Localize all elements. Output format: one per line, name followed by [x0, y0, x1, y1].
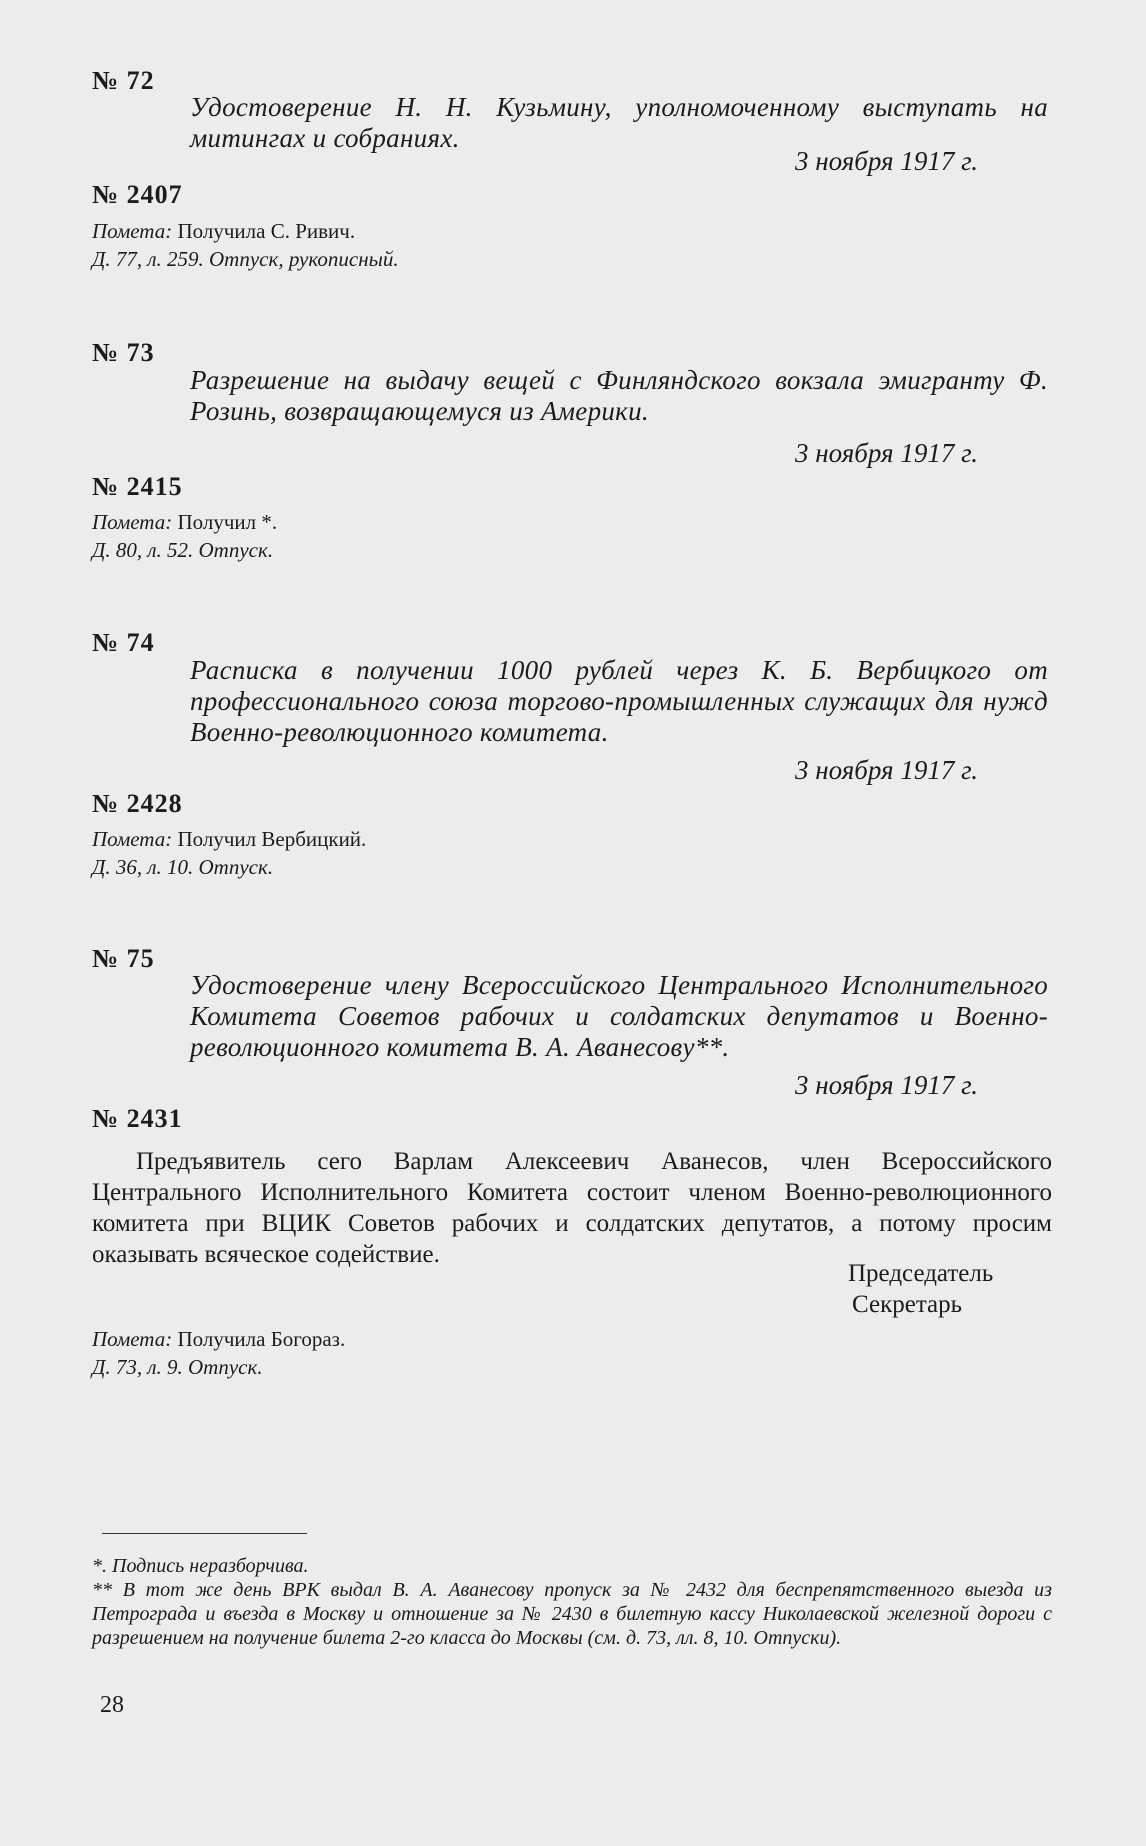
note-label: Помета:	[92, 510, 173, 534]
note-value: Получила Богораз.	[177, 1327, 346, 1351]
entry-date: 3 ноября 1917 г.	[794, 755, 978, 785]
entry-title: Удостоверение Н. Н. Кузьмину, уполномоченному выступать на митингах и собраниях.	[190, 92, 1048, 153]
footnote: ** В тот же день ВРК выдал В. А. Аванесову пропуск за № 2432 для беспрепятственного выезда из Петрограда и въезда в Москву и отношение за № 2430 в билетную кассу Николаевской железной дороги с разрешением на получение билета 2-го класса до Москвы (см. д. 73, лл. 8, 10. Отпуски).	[92, 1579, 1052, 1649]
note-value: Получила С. Ривич.	[177, 219, 356, 243]
archive-reference: Д. 73, л. 9. Отпуск.	[92, 1355, 263, 1379]
entry-date: 3 ноября 1917 г.	[794, 1070, 978, 1100]
registration-number: № 2431	[92, 1104, 183, 1133]
signature-chairman: Председатель	[848, 1260, 994, 1287]
entry-note	[92, 826, 366, 852]
entry-note	[92, 509, 277, 535]
entry-note	[92, 218, 355, 244]
note-label: Помета:	[92, 827, 173, 851]
footnote: *. Подпись неразборчива.	[92, 1555, 309, 1577]
entry-number: № 73	[92, 338, 155, 367]
entry-number: № 75	[92, 944, 155, 973]
note-label: Помета:	[92, 1327, 173, 1351]
entry-title: Разрешение на выдачу вещей с Финляндского вокзала эмигранту Ф. Розинь, возвращающемуся из Америки.	[190, 365, 1048, 426]
note-value: Получил *.	[177, 510, 278, 534]
entry-note	[92, 1326, 345, 1352]
registration-number: № 2415	[92, 472, 183, 501]
note-value: Получил Вербицкий.	[177, 827, 367, 851]
archive-reference: Д. 80, л. 52. Отпуск.	[92, 538, 274, 562]
page-number: 28	[100, 1692, 124, 1718]
entry-number: № 72	[92, 66, 155, 95]
entry-date: 3 ноября 1917 г.	[794, 146, 978, 176]
archive-reference: Д. 77, л. 259. Отпуск, рукописный.	[92, 247, 399, 271]
entry-date: 3 ноября 1917 г.	[794, 438, 978, 468]
registration-number: № 2428	[92, 789, 183, 818]
note-label: Помета:	[92, 219, 173, 243]
entry-number: № 74	[92, 628, 155, 657]
entry-title: Расписка в получении 1000 рублей через К. Б. Вербицкого от профессионального союза торгово-промышленных служащих для нужд Военно-революционного комитета.	[190, 655, 1048, 747]
footnote-divider	[102, 1533, 307, 1534]
document-body: Предъявитель сего Варлам Алексеевич Аванесов, член Всероссийского Центрального Исполнительного Комитета состоит членом Военно-революционного комитета при ВЦИК Советов рабочих и солдатских депутатов, а потому просим оказывать всяческое содействие.	[92, 1148, 1052, 1268]
archive-reference: Д. 36, л. 10. Отпуск.	[92, 855, 274, 879]
signature-secretary: Секретарь	[852, 1291, 963, 1318]
registration-number: № 2407	[92, 180, 183, 209]
entry-title: Удостоверение члену Всероссийского Центрального Исполнительного Комитета Советов рабочих и солдатских депутатов и Военно-революционного комитета В. А. Аванесову**.	[190, 970, 1048, 1062]
